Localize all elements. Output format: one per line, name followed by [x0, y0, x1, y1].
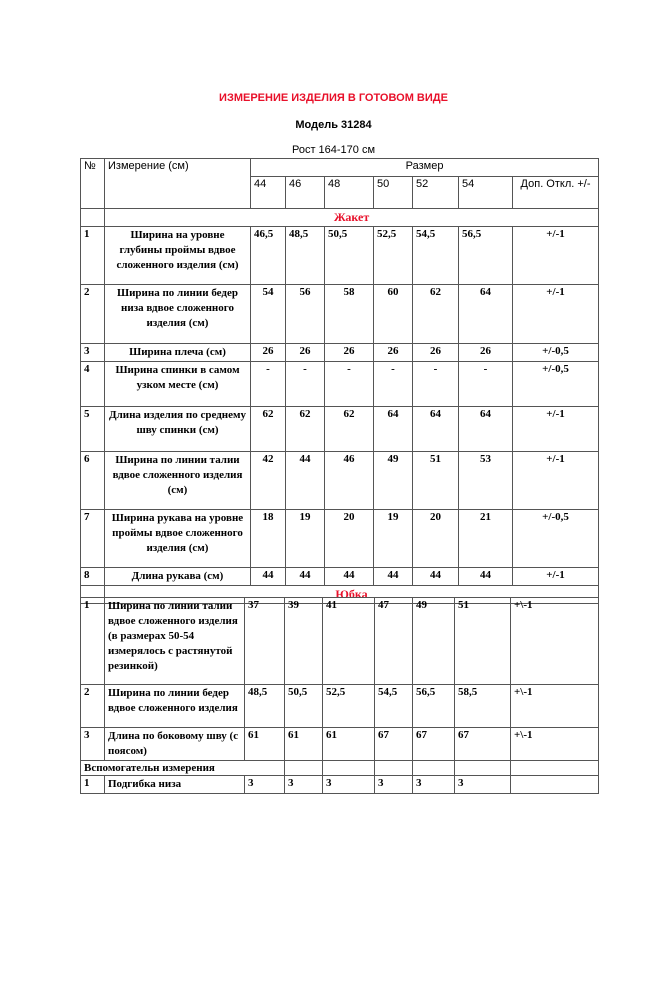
table-row: 2 Ширина по линии бедер вдвое сложенного изделия 48,5 50,5 52,5 54,5 56,5 58,5 +\-1 [81, 685, 599, 728]
size-header: 52 [413, 177, 459, 209]
model-number: Модель 31284 [295, 119, 372, 131]
column-header-size: Размер [251, 159, 599, 177]
auxiliary-section-label: Вспомогательн измерения [81, 761, 285, 776]
column-header-tolerance: Доп. Откл. +/- [513, 177, 599, 209]
document-title: ИЗМЕРЕНИЕ ИЗДЕЛИЯ В ГОТОВОМ ВИДЕ [219, 92, 448, 104]
size-header: 46 [286, 177, 325, 209]
height-range: Рост 164-170 см [291, 144, 376, 156]
skirt-measurement-table [80, 597, 599, 794]
size-header: 48 [325, 177, 374, 209]
table-row: 4 Ширина спинки в самом узком месте (см) - - - - - - +/-0,5 [81, 362, 599, 407]
column-header-measurement: Измерение (см) [105, 159, 251, 209]
table-row: 5 Длина изделия по среднему шву спинки (см) 62 62 62 64 64 64 +/-1 [81, 407, 599, 452]
table-row: 7 Ширина рукава на уровне проймы вдвое сложенного изделия (см) 18 19 20 19 20 21 +/-0,5 [81, 510, 599, 568]
table-row: 2 Ширина по линии бедер низа вдвое сложенного изделия (см) 54 56 58 60 62 64 +/-1 [81, 285, 599, 344]
table-row: 8 Длина рукава (см) 44 44 44 44 44 44 +/-1 [81, 568, 599, 586]
table-row: 3 Ширина плеча (см) 26 26 26 26 26 26 +/-0,5 [81, 344, 599, 362]
column-header-num: № [81, 159, 105, 209]
section-heading-jacket: Жакет [105, 209, 599, 227]
size-header: 44 [251, 177, 286, 209]
table-row: 1 Подгибка низа 3 3 3 3 3 3 [81, 776, 599, 794]
jacket-measurement-table [80, 158, 599, 604]
table-row: 1 Ширина на уровне глубины проймы вдвое сложенного изделия (см) 46,5 48,5 50,5 52,5 54,5 56,5 +/-1 [81, 227, 599, 285]
size-header: 54 [459, 177, 513, 209]
table-row: 6 Ширина по линии талии вдвое сложенного изделия (см) 42 44 46 49 51 53 +/-1 [81, 452, 599, 510]
section-heading-skirt: Юбка [105, 586, 599, 604]
table-row: 3 Длина по боковому шву (с поясом) 61 61 61 67 67 67 +\-1 [81, 728, 599, 761]
table-row: 1 Ширина по линии талии вдвое сложенного изделия (в размерах 50-54 измерялось с растянутой резинкой) 37 39 41 47 49 51 +\-1 [81, 598, 599, 685]
size-header: 50 [374, 177, 413, 209]
